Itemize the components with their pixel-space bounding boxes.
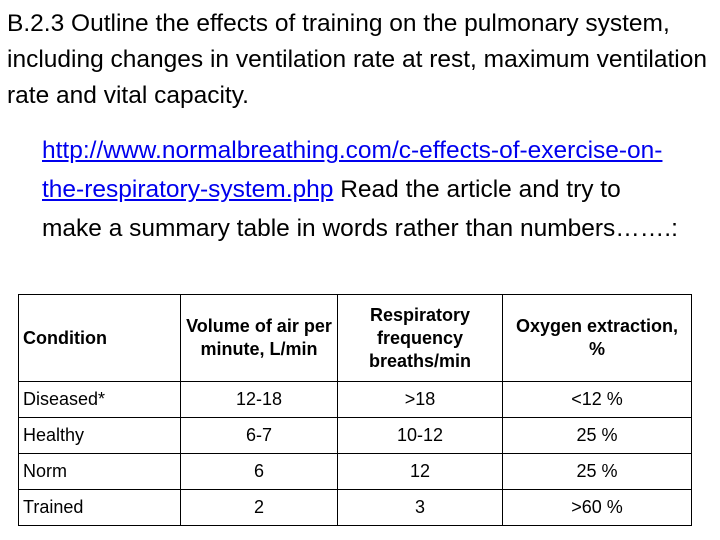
header-condition: Condition [19, 295, 181, 382]
table-row [19, 382, 692, 418]
cell-volume: 6 [181, 454, 338, 490]
table-row [19, 490, 692, 526]
cell-condition: Healthy [19, 418, 181, 454]
intro-text: Read the article and try to make a summary table in words rather than numbers…….: [42, 176, 678, 242]
cell-oxygen: <12 % [503, 382, 692, 418]
slide-heading: B.2.3 Outline the effects of training on the pulmonary system, including changes in ventilation rate at rest, maximum ventilation rate and vital capacity. [7, 10, 707, 109]
table-row [19, 418, 692, 454]
cell-oxygen: 25 % [503, 418, 692, 454]
cell-frequency: 12 [338, 454, 503, 490]
header-volume: Volume of air per minute, L/min [181, 295, 338, 382]
cell-condition: Norm [19, 454, 181, 490]
cell-oxygen: >60 % [503, 490, 692, 526]
intro-paragraph [42, 131, 682, 248]
header-oxygen: Oxygen extraction, % [503, 295, 692, 382]
cell-frequency: >18 [338, 382, 503, 418]
cell-volume: 2 [181, 490, 338, 526]
cell-frequency: 3 [338, 490, 503, 526]
cell-condition: Diseased* [19, 382, 181, 418]
cell-frequency: 10-12 [338, 418, 503, 454]
cell-condition: Trained [19, 490, 181, 526]
header-frequency: Respiratory frequency breaths/min [338, 295, 503, 382]
table-row [19, 454, 692, 490]
article-link[interactable]: http://www.normalbreathing.com/c-effects-of-exercise-on-the-respiratory-system.php [42, 137, 663, 203]
summary-table [18, 294, 692, 526]
cell-oxygen: 25 % [503, 454, 692, 490]
cell-volume: 12-18 [181, 382, 338, 418]
table-header-row [19, 295, 692, 382]
cell-volume: 6-7 [181, 418, 338, 454]
